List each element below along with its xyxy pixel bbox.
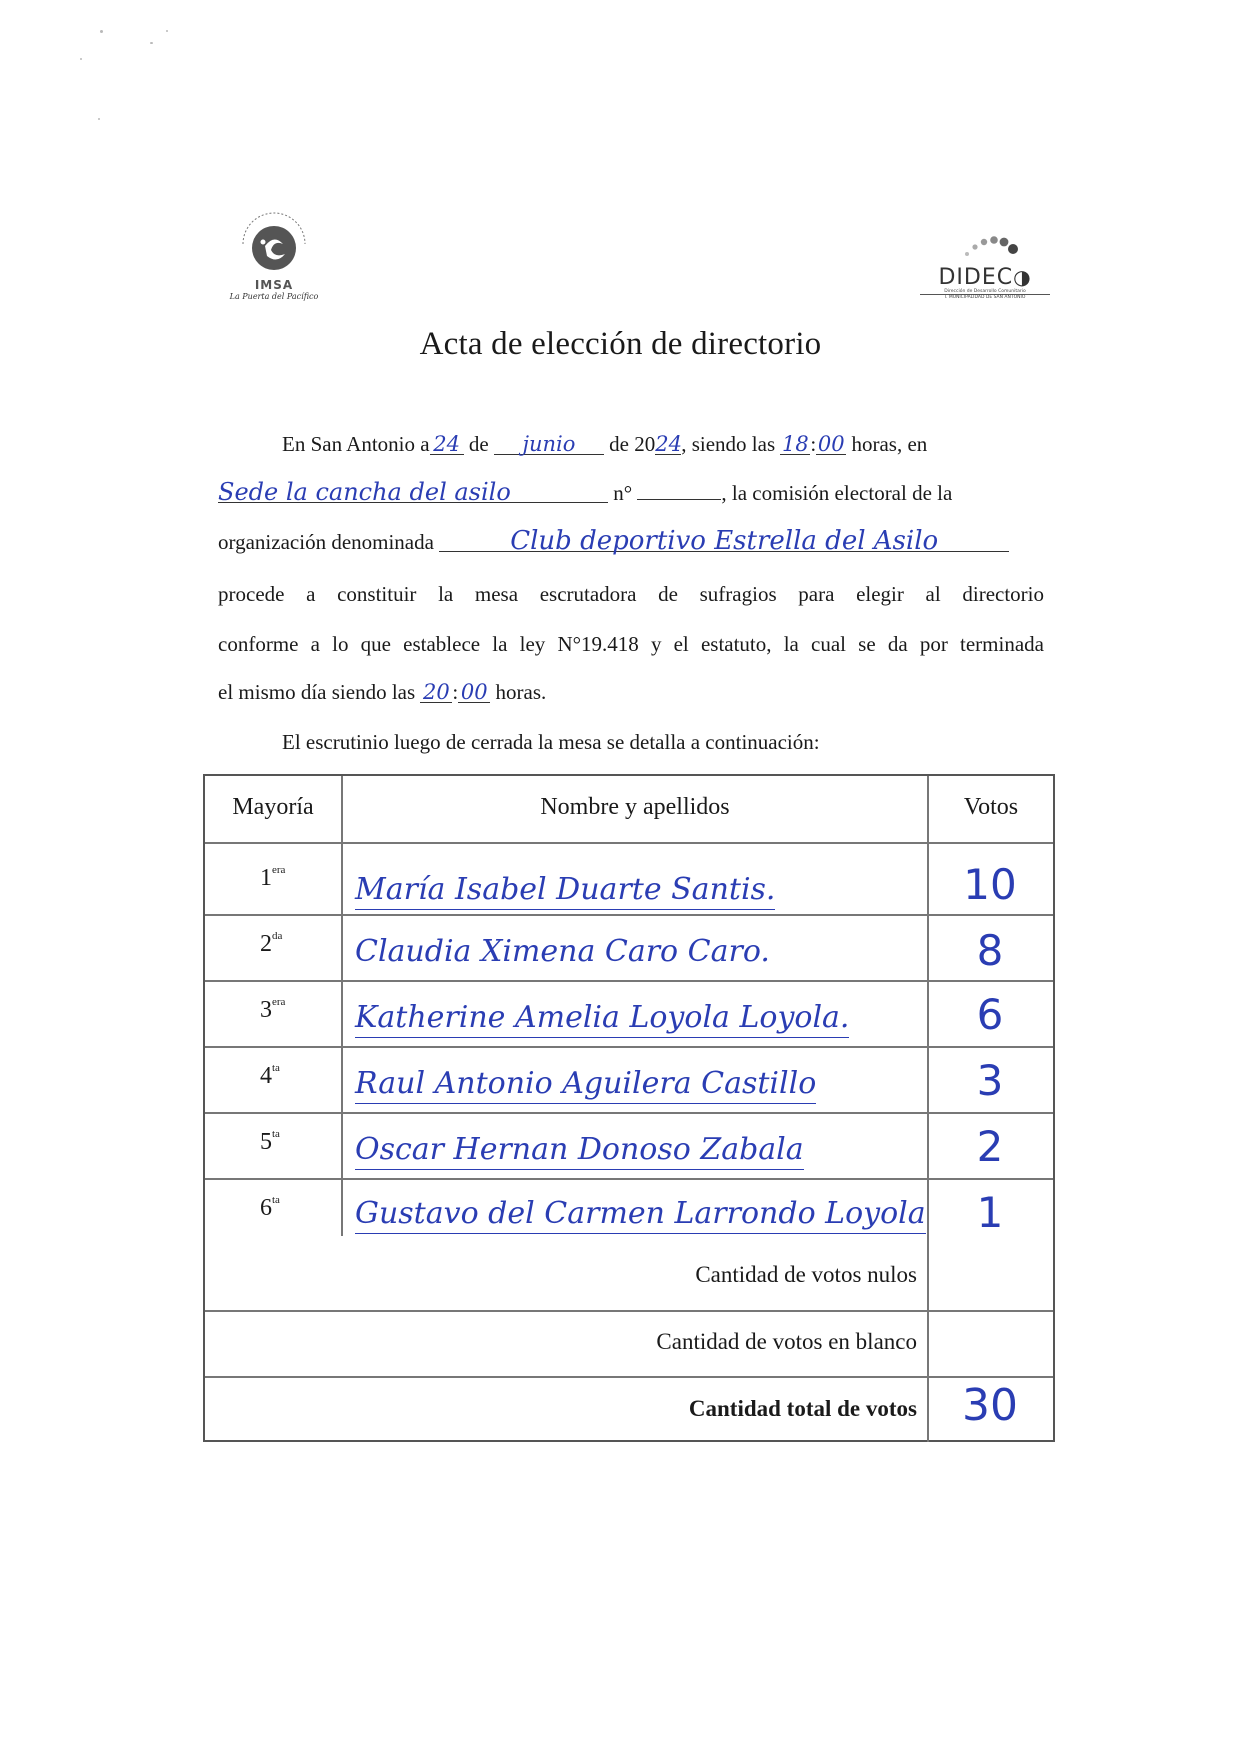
row-divider: [205, 914, 1053, 916]
paragraph-line-7: [218, 730, 1044, 754]
candidate-name-2[interactable]: Claudia Ximena Caro Caro.: [355, 934, 770, 969]
rank-suffix: da: [272, 930, 283, 942]
rank-4: [260, 1062, 280, 1090]
text-segment: el mismo día siendo las: [218, 680, 416, 704]
dideco-subtitle-municipality: I. MUNICIPALIDAD DE SAN ANTONIO: [920, 294, 1050, 300]
text-segment: , la comisión electoral de la: [721, 481, 953, 505]
null-votes-label: Cantidad de votos nulos: [695, 1262, 917, 1287]
blank-votes-label: Cantidad de votos en blanco: [656, 1329, 917, 1354]
header-name: Nombre y apellidos: [540, 794, 730, 820]
paragraph-line-1: [218, 432, 1044, 456]
rank-2: [260, 930, 282, 958]
scan-speck: [80, 58, 82, 60]
rank-number: 6: [260, 1195, 272, 1221]
header-votes: Votos: [963, 794, 1019, 820]
rank-1: [260, 864, 285, 892]
paragraph-line-6: [218, 680, 1044, 704]
rank-suffix: ta: [272, 1062, 280, 1074]
time-separator: :: [810, 432, 817, 456]
imsa-emblem-icon: [233, 208, 315, 282]
scan-speck: [100, 30, 103, 33]
text-segment: n°: [613, 481, 633, 505]
candidate-name-4[interactable]: Raul Antonio Aguilera Castillo: [355, 1066, 816, 1104]
imsa-name: IMSA: [254, 278, 294, 292]
organization-field[interactable]: Club deportivo Estrella del Asilo: [439, 531, 1009, 552]
imsa-logo: [218, 208, 330, 320]
row-divider: [205, 1112, 1053, 1114]
year-field[interactable]: 24: [655, 432, 682, 456]
rank-5: [260, 1128, 280, 1156]
row-divider: [205, 842, 1053, 844]
votes-1[interactable]: 10: [963, 860, 1017, 909]
paragraph-line-3: [218, 526, 1044, 556]
rank-number: 5: [260, 1129, 272, 1155]
text-segment: organización denominada: [218, 530, 434, 554]
rank-3: [260, 996, 285, 1024]
row-divider: [205, 1310, 1053, 1312]
row-divider: [205, 1046, 1053, 1048]
text-segment: de: [468, 432, 489, 456]
end-hour-field[interactable]: 20: [420, 682, 452, 703]
total-votes-label: Cantidad total de votos: [688, 1396, 917, 1421]
hour-field[interactable]: 18: [782, 432, 809, 456]
text-segment: horas, en: [851, 432, 928, 456]
rank-number: 1: [260, 865, 272, 891]
column-divider: [927, 776, 929, 1442]
row-divider: [205, 1376, 1053, 1378]
text-segment: , siendo las: [681, 432, 776, 456]
dots-arc-icon: [945, 230, 1025, 260]
rank-suffix: era: [272, 996, 286, 1008]
scan-speck: [150, 42, 153, 44]
number-field[interactable]: [637, 499, 721, 500]
time-separator: :: [452, 680, 459, 704]
imsa-tagline: La Puerta del Pacífico: [229, 292, 319, 301]
dideco-name: DIDEC◑: [938, 265, 1032, 290]
rank-number: 3: [260, 997, 272, 1023]
place-field[interactable]: Sede la cancha del asilo: [218, 482, 608, 503]
rank-suffix: ta: [272, 1194, 280, 1206]
votes-2[interactable]: 8: [976, 926, 1004, 975]
scan-speck: [98, 118, 100, 120]
text-segment: En San Antonio a: [282, 432, 430, 456]
rank-6: [260, 1194, 280, 1222]
row-divider: [205, 1178, 1053, 1180]
scan-speck: [166, 30, 168, 32]
candidate-name-3[interactable]: Katherine Amelia Loyola Loyola.: [355, 1000, 849, 1038]
paragraph-line-4: procede a constituir la mesa escrutadora de sufragios para elegir al directorio: [218, 582, 1044, 606]
text-segment: El escrutinio luego de cerrada la mesa se detalla a continuación:: [282, 730, 820, 754]
rank-number: 2: [260, 931, 272, 957]
row-divider: [205, 980, 1053, 982]
votes-3[interactable]: 6: [976, 990, 1004, 1039]
header-rank: Mayoría: [232, 794, 314, 820]
rank-suffix: era: [272, 864, 286, 876]
rank-suffix: ta: [272, 1128, 280, 1140]
candidate-name-5[interactable]: Oscar Hernan Donoso Zabala: [355, 1132, 804, 1170]
minute-field[interactable]: 00: [817, 432, 845, 456]
dideco-subtitle: Dirección de Desarrollo Comunitario: [944, 289, 1026, 294]
total-votes-value[interactable]: 30: [962, 1380, 1018, 1431]
rank-number: 4: [260, 1063, 272, 1089]
document-title: Acta de elección de directorio: [419, 326, 822, 362]
candidate-name-1[interactable]: María Isabel Duarte Santis.: [355, 872, 775, 910]
votes-4[interactable]: 3: [976, 1056, 1004, 1105]
paragraph-line-5: conforme a lo que establece la ley N°19.418 y el estatuto, la cual se da por terminada: [218, 632, 1044, 656]
paragraph-line-2: [218, 478, 1044, 506]
text-segment: de 20: [609, 432, 656, 456]
votes-5[interactable]: 2: [976, 1122, 1004, 1171]
end-minute-field[interactable]: 00: [458, 682, 490, 703]
votes-6[interactable]: 1: [976, 1188, 1004, 1237]
day-field[interactable]: 24: [430, 434, 464, 455]
candidate-name-6[interactable]: Gustavo del Carmen Larrondo Loyola: [355, 1196, 926, 1234]
text-segment: horas.: [495, 680, 547, 704]
dideco-logo: [920, 230, 1050, 301]
month-field[interactable]: junio: [494, 434, 604, 455]
results-table: [203, 774, 1055, 1442]
column-divider: [341, 776, 343, 1236]
